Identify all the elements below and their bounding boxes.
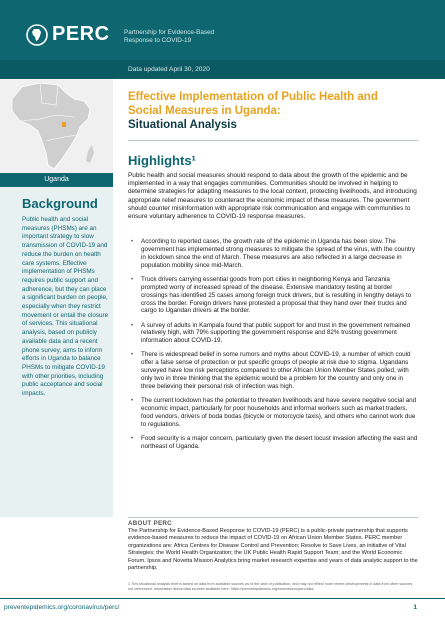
footer-link[interactable]: preventepidemics.org/coronavirus/perc/ <box>4 604 120 611</box>
about-text: The Partnership for Evidence-Based Response to COVID-19 (PERC) is a public-private partnership that supports evidence-based measures to reduce the impact of COVID-19 on African Union Member States. PERC member organizations are: Africa Centres for Disease Control and Prevention; Resolve to Save Lives, an initiative of Vital Strategies; the World Health Organization; the UK Public Health Rapid Support Team; and the World Economic Forum. Ipsos and Novetta Mission Analytics bring market research expertise and years of data analytic support to the partnership. <box>128 528 418 572</box>
title-divider <box>128 140 418 141</box>
data-updated-text: Data updated April 30, 2020 <box>128 66 210 73</box>
list-item: • According to reported cases, the growth rate of the epidemic in Uganda has been slow. The government has implemented strong measures to mitigate the spread of the virus, with the country in lockdown since the end of March. These measures are also reflected in a large decrease in population mobility since mid-March. <box>128 238 418 270</box>
footnote: 1 This situational analysis brief is based on data from available sources as of the date of publication, and may not reflect more recent developments in data from other sources not referenced. Information about data sources available here: https://preventepidemics.org/coronavirus/perc/data <box>128 582 413 591</box>
data-updated-bar <box>0 60 445 79</box>
background-heading: Background <box>22 196 98 211</box>
africa-globe-icon <box>26 24 48 46</box>
page-number: 1 <box>413 604 417 611</box>
footer-divider <box>0 598 445 599</box>
africa-map-icon <box>0 79 113 173</box>
country-label: Uganda <box>0 173 113 187</box>
logo-text: PERC <box>52 23 110 45</box>
about-heading: ABOUT PERC <box>128 520 172 527</box>
page-title: Effective Implementation of Public Health and Social Measures in Uganda: <box>128 91 378 117</box>
uganda-highlight <box>62 122 66 127</box>
list-item: • Truck drivers carrying essential goods from port cities in neighboring Kenya and Tanzania prompted worry of increased spread of the disease. Extensive mandatory testing at border crossings has identified 25 cases among foreign truck drivers, but is resulting in lengthy delays to cross the border. Foreign drivers have protested a proposal that they hand over their trucks and cargo to Ugandan drivers at the border. <box>128 276 418 316</box>
highlights-heading: Highlights¹ <box>128 153 196 168</box>
highlights-intro: Public health and social measures should respond to data about the growth of the epidemic and be implemented in a way that engages communities. Communities should be involved in helping to determine strategies for adapting measures to the local context, protecting livelihoods, and introducing appropriate relief measures to counteract the economic impact of these measures. The government should counter misinformation with appropriate risk communication and engage with communities to ensure voluntary adherence to COVID-19 response measures. <box>128 172 417 221</box>
list-item: • A survey of adults in Kampala found that public support for and trust in the government remained relatively high, with 79% supporting the government response and 82% trusting government information about COVID-19. <box>128 322 418 346</box>
partnership-tagline: Partnership for Evidence-Based Response to COVID-19 <box>124 29 215 44</box>
highlights-list <box>128 238 418 457</box>
list-item: • Food security is a major concern, particularly given the desert locust invasion affecting the east and northeast of Uganda. <box>128 435 418 451</box>
list-item: • There is widespread belief in some rumors and myths about COVID-19, a number of which could offer a false sense of protection or put specific groups of people at risk due to stigma. Ugandans surveyed have low risk perceptions compared to other African Union Member States polled, with only two in three thinking that the epidemic would be a problem for the country and only one in three believing their personal risk of infection was high. <box>128 351 418 391</box>
africa-map <box>0 79 113 173</box>
page-subtitle: Situational Analysis <box>128 119 237 131</box>
list-item: • The current lockdown has the potential to threaten livelihoods and have severe negative social and economic impact, particularly for poor households and informal workers such as market traders, food vendors, drivers of boda bodas (bicycle or motorcycle taxis), and others who cannot work due to regulations. <box>128 397 418 429</box>
header-bar <box>0 0 445 60</box>
background-text: Public health and social measures (PHSMs) are an important strategy to slow transmission of COVID-19 and reduce the burden on health care systems. Effective implementation of PHSMs requires public support and adherence, but they can place a significant burden on people, especially when they restrict movement or entail the closure of services. This situational analysis, based on publicly available data and a recent phone survey, aims to inform efforts in Uganda to balance PHSMs to mitigate COVID-19 with other priorities, including public acceptance and social impacts. <box>22 216 109 398</box>
about-divider <box>128 517 418 518</box>
